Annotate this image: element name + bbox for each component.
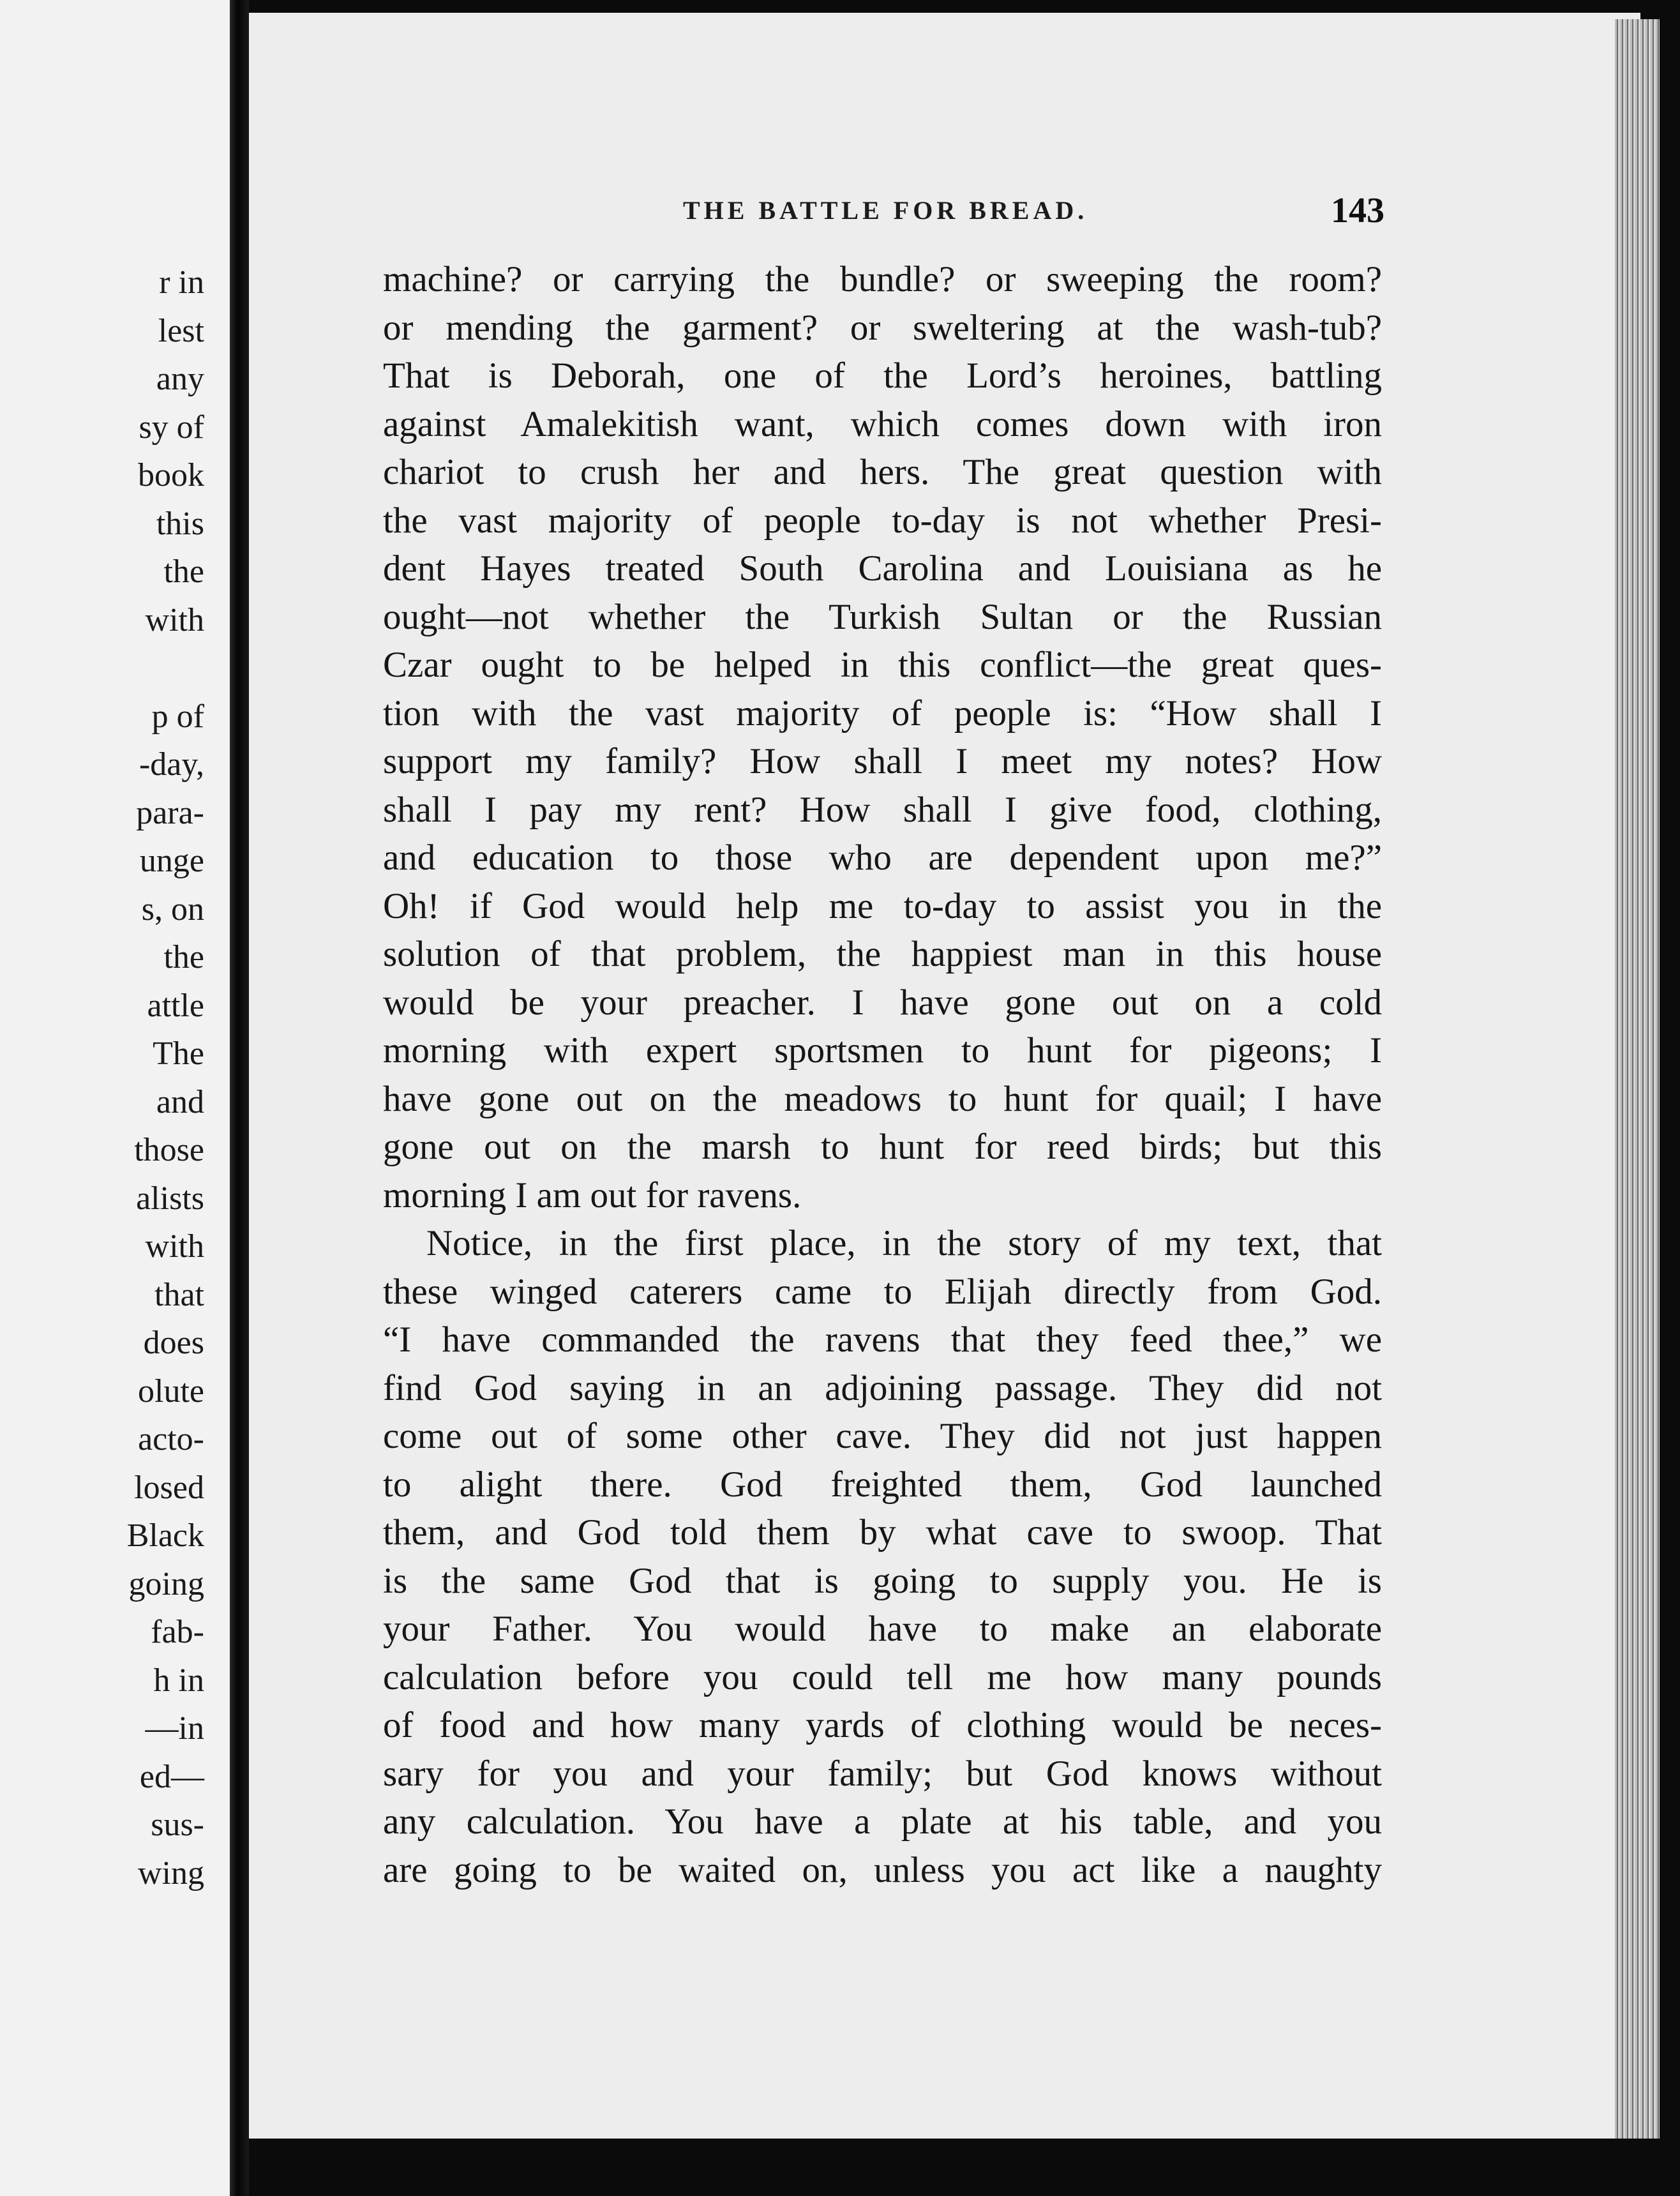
text-line: any calculation. You have a plate at his table, and you: [383, 1801, 1382, 1842]
left-page-text: [0, 259, 204, 1897]
left-fragment: book: [138, 457, 204, 493]
left-page: [0, 0, 230, 2196]
left-fragment: does: [143, 1325, 204, 1361]
left-fragment: going: [128, 1565, 204, 1602]
text-line: morning I am out for ravens.: [383, 1175, 802, 1215]
text-line: chariot to crush her and hers. The great question with: [383, 452, 1382, 492]
text-line: Notice, in the first place, in the story of my text, that: [426, 1223, 1382, 1263]
left-fragment: lest: [158, 312, 204, 349]
left-fragment: that: [154, 1276, 204, 1313]
left-fragment: ed—: [139, 1758, 204, 1795]
left-fragment: h in: [153, 1662, 204, 1699]
text-line: against Amalekitish want, which comes down with iron: [383, 403, 1382, 444]
text-line: dent Hayes treated South Carolina and Louisiana as he: [383, 548, 1382, 589]
left-fragment: unge: [139, 843, 204, 879]
text-line: solution of that problem, the happiest man in this house: [383, 934, 1382, 974]
left-fragment: Black: [126, 1517, 204, 1554]
left-fragment: those: [134, 1132, 204, 1168]
text-line: of food and how many yards of clothing would be neces-: [383, 1705, 1382, 1745]
left-fragment: wing: [138, 1854, 204, 1891]
left-fragment: sus-: [151, 1807, 204, 1843]
left-fragment: this: [156, 505, 204, 542]
left-fragment: fab-: [151, 1614, 204, 1650]
text-line: and education to those who are dependent upon me?”: [383, 838, 1382, 878]
text-line: your Father. You would have to make an elaborate: [383, 1609, 1382, 1649]
left-fragment: The: [153, 1035, 204, 1072]
text-line: find God saying in an adjoining passage. They did not: [383, 1367, 1382, 1408]
left-fragment: —in: [145, 1710, 204, 1747]
left-fragment: -day,: [139, 746, 204, 783]
left-fragment: the: [163, 553, 204, 590]
text-line: are going to be waited on, unless you act like a naughty: [383, 1849, 1382, 1890]
left-fragment: p of: [151, 698, 204, 735]
text-line: the vast majority of people to-day is not whether Presi-: [383, 500, 1382, 541]
left-fragment: r in: [159, 264, 204, 301]
left-fragment: s, on: [141, 891, 204, 928]
text-line: to alight there. God freighted them, God launched: [383, 1464, 1382, 1505]
text-line: calculation before you could tell me how many pounds: [383, 1657, 1382, 1697]
text-line: come out of some other cave. They did not just happen: [383, 1416, 1382, 1456]
text-line: them, and God told them by what cave to swoop. That: [383, 1512, 1382, 1553]
left-fragment: acto-: [138, 1421, 204, 1457]
text-line: Czar ought to be helped in this conflict—the great ques-: [383, 645, 1382, 685]
page-number: 143: [1331, 191, 1384, 230]
book-gutter: [230, 0, 249, 2196]
left-fragment: and: [156, 1083, 204, 1120]
left-fragment: losed: [134, 1469, 204, 1506]
text-line: “I have commanded the ravens that they feed thee,” we: [383, 1320, 1382, 1360]
text-line: shall I pay my rent? How shall I give food, clothing,: [383, 789, 1382, 830]
text-line: That is Deborah, one of the Lord’s heroines, battling: [383, 356, 1382, 396]
running-head: THE BATTLE FOR BREAD.: [683, 196, 1088, 225]
page-edges: [1615, 19, 1660, 2139]
text-line: sary for you and your family; but God knows without: [383, 1753, 1382, 1794]
text-line: have gone out on the meadows to hunt for quail; I have: [383, 1078, 1382, 1119]
text-line: support my family? How shall I meet my notes? How: [383, 741, 1382, 781]
text-line: these winged caterers came to Elijah directly from God.: [383, 1271, 1382, 1312]
text-line: tion with the vast majority of people is: “How shall I: [383, 693, 1382, 733]
left-fragment: olute: [138, 1372, 204, 1410]
text-line: gone out on the marsh to hunt for reed birds; but this: [383, 1127, 1382, 1167]
text-line: Oh! if God would help me to-day to assist you in the: [383, 885, 1382, 926]
text-line: machine? or carrying the bundle? or sweeping the room?: [383, 259, 1382, 299]
text-line: ought—not whether the Turkish Sultan or the Russian: [383, 596, 1382, 637]
left-fragment: any: [156, 361, 204, 397]
left-fragment: with: [145, 1228, 204, 1265]
body-text: [383, 255, 1382, 1894]
text-line: or mending the garment? or sweltering at the wash-tub?: [383, 307, 1382, 348]
left-fragment: attle: [147, 987, 204, 1024]
left-fragment: sy of: [139, 409, 204, 446]
left-fragment: the: [163, 939, 204, 975]
left-fragment: with: [145, 601, 204, 638]
text-line: morning with expert sportsmen to hunt for pigeons; I: [383, 1030, 1382, 1071]
left-fragment: alists: [136, 1180, 204, 1217]
text-line: would be your preacher. I have gone out on a cold: [383, 982, 1382, 1023]
left-fragment: para-: [136, 794, 204, 831]
text-line: is the same God that is going to supply you. He is: [383, 1560, 1382, 1601]
